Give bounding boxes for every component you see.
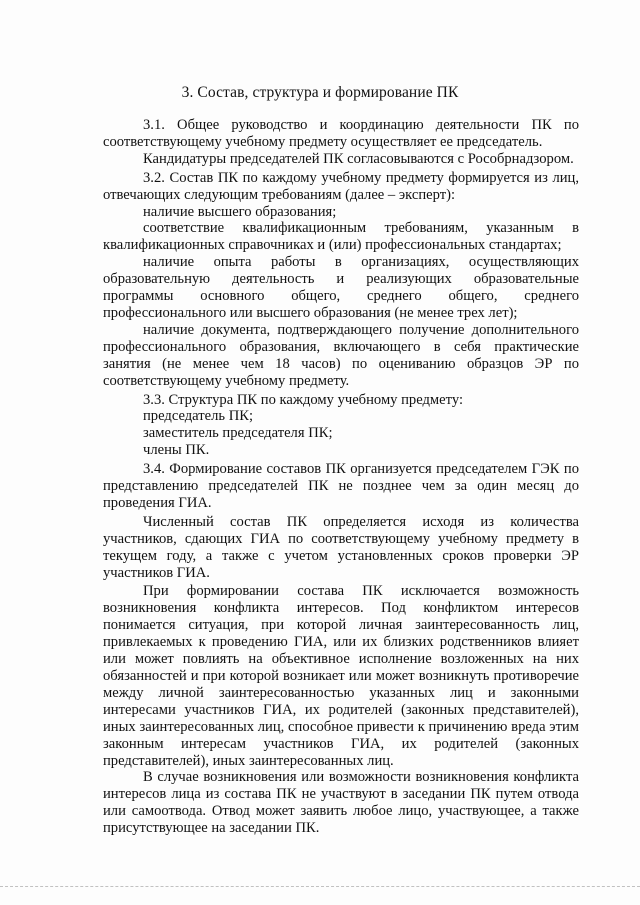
paragraph-recusal: В случае возникновения или возможности возникновения конфликта интересов лица из состава ПК не участвуют в заседании ПК путем отвода или самоотвода. Отвод может заявить любое лицо, участвующее, а также присутствующее на заседании ПК. [103,769,579,837]
paragraph-3-3: 3.3. Структура ПК по каждому учебному предмету: [143,391,463,408]
paragraph-3-4: 3.4. Формирование составов ПК организуется председателем ГЭК по представлению председателей ПК не позднее чем за один месяц до проведения ГИА. [103,461,579,511]
requirement-additional-education: наличие документа, подтверждающего получение дополнительного профессионального образования, включающего в себя практические занятия (не менее чем 18 часов) по оцениванию образцов ЭР по соответствующему учебному предмету. [103,321,579,389]
scan-edge-line [0,886,640,887]
document-body [103,117,579,837]
paragraph-3-2: 3.2. Состав ПК по каждому учебному предмету формируется из лиц, отвечающих следующим требованиям (далее – эксперт): [103,169,579,203]
paragraph-conflict-of-interest: При формировании состава ПК исключается возможность возникновения конфликта интересов. Под конфликтом интересов понимается ситуация, при которой личная заинтересованность лиц, привлекаемых к проведению ГИА, или их близких родственников влияет или может повлиять на объективное исполнение возложенных на них обязанностей и при которой возникает или может возникнуть противоречие между личной заинтересованностью указанных лиц и законными интересами участников ГИА, их родителей (законных представителей), иных заинтересованных лиц, способное привести к причинению вреда этим законным интересам участников ГИА, их родителей (законных представителей), иных заинтересованных лиц. [103,583,579,769]
structure-chair: председатель ПК; [143,408,254,425]
section-heading: 3. Состав, структура и формирование ПК [181,84,459,101]
structure-members: члены ПК. [143,442,210,459]
requirement-higher-education: наличие высшего образования; [143,203,337,220]
requirement-experience: наличие опыта работы в организациях, осуществляющих образовательную деятельность и реализующих образовательные программы основного общего, среднего общего, среднего профессионального или высшего образования (не менее трех лет); [103,254,579,321]
requirement-qualification: соответствие квалификационным требованиям, указанным в квалификационных справочниках и (или) профессиональных стандартах; [103,220,579,254]
paragraph-headcount: Численный состав ПК определяется исходя из количества участников, сдающих ГИА по соответствующему учебному предмету в текущем году, а также с учетом установленных сроков проверки ЭР участников ГИА. [103,513,579,581]
structure-deputy-chair: заместитель председателя ПК; [143,425,333,442]
paragraph-chair-approval: Кандидатуры председателей ПК согласовываются с Рособрнадзором. [143,150,574,167]
paragraph-3-1: 3.1. Общее руководство и координацию деятельности ПК по соответствующему учебному предмету осуществляет ее председатель. [103,117,579,150]
